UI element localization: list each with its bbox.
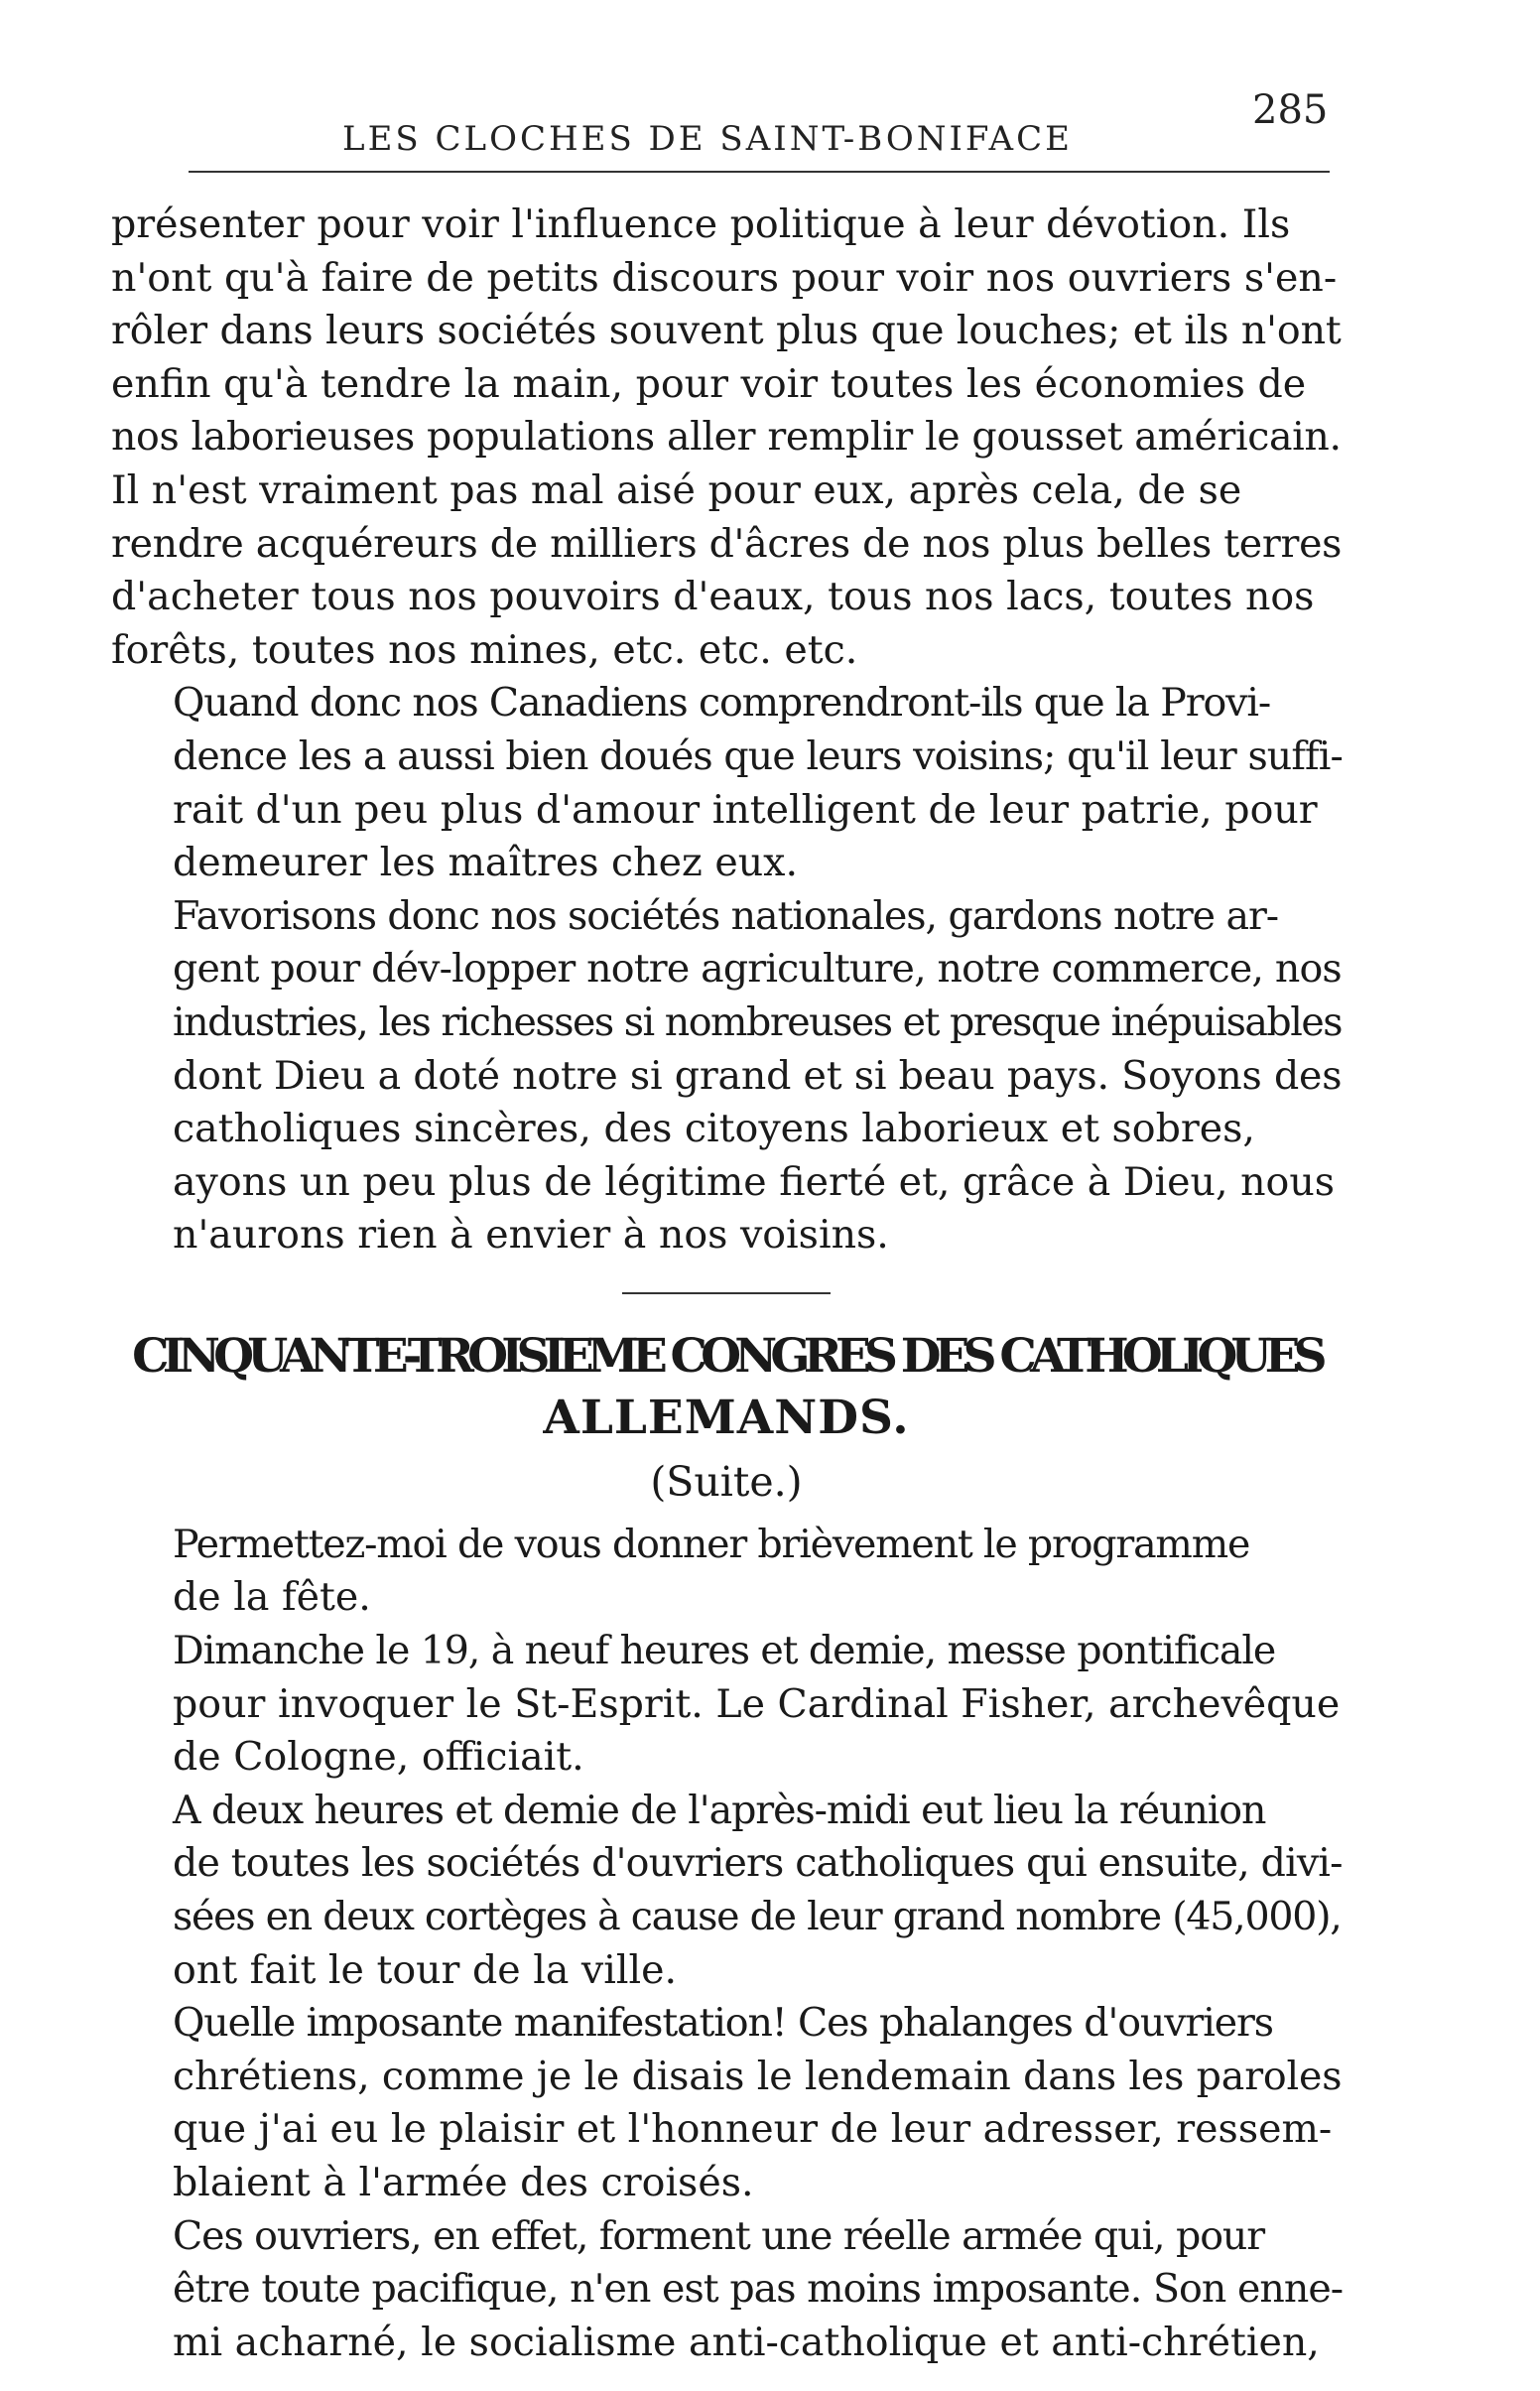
text-line: n'ont qu'à faire de petits discours pour voir nos ouvriers s'en- xyxy=(111,254,1338,301)
text-line: d'acheter tous nos pouvoirs d'eaux, tous nos lacs, toutes nos xyxy=(111,574,1315,620)
text-line: dence les a aussi bien doués que leurs voisins; qu'il leur suffi- xyxy=(173,732,1343,779)
text-line: de toutes les sociétés d'ouvriers catholiques qui ensuite, divi- xyxy=(173,1840,1343,1887)
page-number: 285 xyxy=(1252,87,1329,133)
section-subtitle: (Suite.) xyxy=(650,1457,803,1506)
text-line: présenter pour voir l'influence politique à leur dévotion. Ils xyxy=(111,201,1291,247)
text-line: A deux heures et demie de l'après-midi eut lieu la réunion xyxy=(173,1787,1266,1833)
paragraph xyxy=(111,1785,1342,1997)
text-line: sées en deux cortèges à cause de leur grand nombre (45,000), xyxy=(173,1894,1342,1940)
text-line: pour invoquer le St-Esprit. Le Cardinal Fisher, archevêque xyxy=(173,1680,1341,1727)
header-rule xyxy=(189,171,1330,173)
text-line: industries, les richesses si nombreuses et presque inépuisables xyxy=(173,998,1343,1045)
text-line: chrétiens, comme je le disais le lendemain dans les paroles xyxy=(173,2053,1343,2099)
paragraph xyxy=(111,1519,1342,1625)
text-line: forêts, toutes nos mines, etc. etc. etc. xyxy=(111,626,858,673)
text-line: catholiques sincères, des citoyens laborieux et sobres, xyxy=(173,1106,1255,1152)
section-title-line: CINQUANTE-TROISIEME CONGRES DES CATHOLIQUES xyxy=(132,1328,1321,1384)
text-line: ayons un peu plus de légitime fierté et, grâce à Dieu, nous xyxy=(173,1158,1336,1205)
text-line: Dimanche le 19, à neuf heures et demie, messe pontificale xyxy=(173,1628,1276,1674)
paragraph xyxy=(111,677,1342,889)
text-line: ont fait le tour de la ville. xyxy=(173,1946,678,1993)
text-line: n'aurons rien à envier à nos voisins. xyxy=(173,1212,889,1259)
text-line: mi acharné, le socialisme anti-catholique et anti-chrétien, xyxy=(173,2319,1320,2365)
text-line: gent pour dév-lopper notre agriculture, notre commerce, nos xyxy=(173,946,1342,993)
section-title-line: ALLEMANDS. xyxy=(543,1390,910,1445)
paragraph xyxy=(111,1625,1342,1785)
paragraph-continued xyxy=(111,199,1342,677)
paragraph xyxy=(111,2210,1342,2370)
text-line: Il n'est vraiment pas mal aisé pour eux, après cela, de se xyxy=(111,466,1242,513)
text-line: Quand donc nos Canadiens comprendront-ils que la Provi- xyxy=(173,680,1271,727)
text-line: dont Dieu a doté notre si grand et si beau pays. Soyons des xyxy=(173,1052,1343,1099)
running-title: LES CLOCHES DE SAINT-BONIFACE xyxy=(342,119,1073,159)
text-line: blaient à l'armée des croisés. xyxy=(173,2160,754,2205)
paragraph xyxy=(111,1997,1342,2209)
text-line: Permettez-moi de vous donner brièvement le programme xyxy=(173,1521,1250,1567)
text-line: de la fête. xyxy=(173,1574,371,1621)
page-body xyxy=(111,199,1342,2369)
text-line: être toute pacifique, n'en est pas moins imposante. Son enne- xyxy=(173,2266,1344,2313)
text-line: Ces ouvriers, en effet, forment une réelle armée qui, pour xyxy=(173,2212,1265,2259)
text-line: Favorisons donc nos sociétés nationales, gardons notre ar- xyxy=(173,892,1279,939)
text-line: nos laborieuses populations aller remplir le gousset américain. xyxy=(111,414,1342,461)
text-line: demeurer les maîtres chez eux. xyxy=(173,840,799,886)
text-line: enfin qu'à tendre la main, pour voir toutes les économies de xyxy=(111,360,1307,407)
paragraph xyxy=(111,890,1342,1262)
text-line: que j'ai eu le plaisir et l'honneur de leur adresser, ressem- xyxy=(173,2106,1333,2153)
text-line: de Cologne, officiait. xyxy=(173,1734,584,1781)
section-title xyxy=(111,1326,1342,1449)
section-separator-rule xyxy=(622,1292,831,1294)
text-line: Quelle imposante manifestation! Ces phalanges d'ouvriers xyxy=(173,2000,1273,2047)
text-line: rendre acquéreurs de milliers d'âcres de nos plus belles terres xyxy=(111,520,1343,567)
text-line: rait d'un peu plus d'amour intelligent de leur patrie, pour xyxy=(173,786,1318,833)
text-line: rôler dans leurs sociétés souvent plus que louches; et ils n'ont xyxy=(111,308,1342,354)
